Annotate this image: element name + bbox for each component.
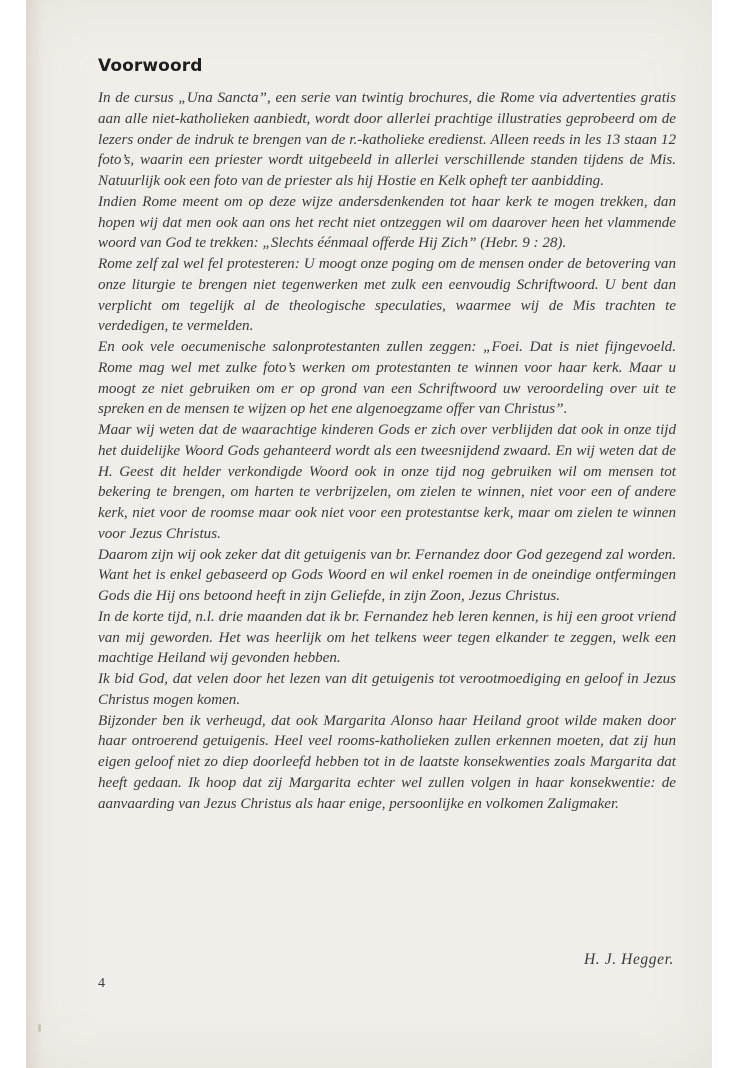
paragraph: Ik bid God, dat velen door het lezen van dit getuigenis tot verootmoediging en geloof in Jezus Christus mogen komen.: [98, 671, 676, 708]
paragraph: Daarom zijn wij ook zeker dat dit getuigenis van br. Fernandez door God gezegend zal worden. Want het is enkel gebaseerd op Gods Woord en wil enkel roemen in de oneindige ontfermingen Gods die Hij ons betoond heeft in zijn Geliefde, in zijn Zoon, Jezus Christus.: [98, 546, 676, 604]
paragraph: Bijzonder ben ik verheugd, dat ook Margarita Alonso haar Heiland groot wilde maken door haar ontroerend getuigenis. Heel veel rooms-katholieken zullen erkennen moeten, dat zij hun eigen geloof niet zo diep doorleefd hebben tot in de laatste konsekwenties zoals Margarita dat heeft gedaan. Ik hoop dat zij Margarita echter wel zullen volgen in haar konsekwentie: de aanvaarding van Jezus Christus als haar enige, persoonlijke en volkomen Zaligmaker.: [98, 712, 676, 812]
author-signature: H. J. Hegger.: [583, 951, 674, 968]
paragraph: In de cursus „Una Sancta”, een serie van twintig brochures, die Rome via advertenties gratis aan alle niet-katholieken aanbiedt, wordt door allerlei prachtige illustraties geprobeerd om de lezers onder de indruk te brengen van de r.-katholieke eredienst. Alleen reeds in les 13 staan 12 foto’s, waarin een priester wordt uitgebeeld in allerlei verschillende standen tijdens de Mis. Natuurlijk ook een foto van de priester als hij Hostie en Kelk opheft ter aanbidding.: [98, 90, 676, 189]
paragraph: Maar wij weten dat de waarachtige kinderen Gods er zich over verblijden dat ook in onze tijd het duidelijke Woord Gods gehanteerd wordt als een tweesnijdend zwaard. En wij weten dat de H. Geest dit helder verkondigde Woord ook in onze tijd nog gebruiken wil om mensen tot bekering te brengen, om harten te verbrijzelen, om zielen te winnen, niet voor een of andere kerk, niet voor de roomse maar ook niet voor een protestantse kerk, maar om zielen te winnen voor Jezus Christus.: [98, 422, 676, 542]
paragraph: En ook vele oecumenische salonprotestanten zullen zeggen: „Foei. Dat is niet fijngevoeld. Rome mag wel met zulke foto’s werken om protestanten te winnen voor haar kerk. Maar u moogt ze niet gebruiken om er op grond van een Schriftwoord uw veroordeling over uit te spreken en de mensen te wijzen op het ene algenoegzame offer van Christus”.: [98, 339, 676, 418]
page-heading: Voorwoord: [98, 56, 203, 76]
paragraph: Rome zelf zal wel fel protesteren: U moogt onze poging om de mensen onder de betovering van onze liturgie te brengen niet tegenwerken met zulk een eenvoudig Schriftwoord. U bent dan verplicht om tegelijk al de theologische speculaties, waarmee wij de Mis trachten te verdedigen, te vermelden.: [98, 256, 676, 335]
foreword-text: [98, 88, 676, 814]
page-number: 4: [98, 976, 105, 991]
paper-speck: [38, 1024, 41, 1032]
book-page: [26, 0, 712, 1068]
paragraph: In de korte tijd, n.l. drie maanden dat ik br. Fernandez heb leren kennen, is hij een groot vriend van mij geworden. Het was heerlijk om het telkens weer tegen elkander te zeggen, welk een machtige Heiland wij gevonden hebben.: [98, 608, 676, 667]
paragraph: Indien Rome meent om op deze wijze andersdenkenden tot haar kerk te mogen trekken, dan hopen wij dat men ook aan ons het recht niet ontzeggen wil om daarover heen het vlammende woord van God te trekken: „Slechts éénmaal offerde Hij Zich” (Hebr. 9 : 28).: [98, 193, 676, 252]
